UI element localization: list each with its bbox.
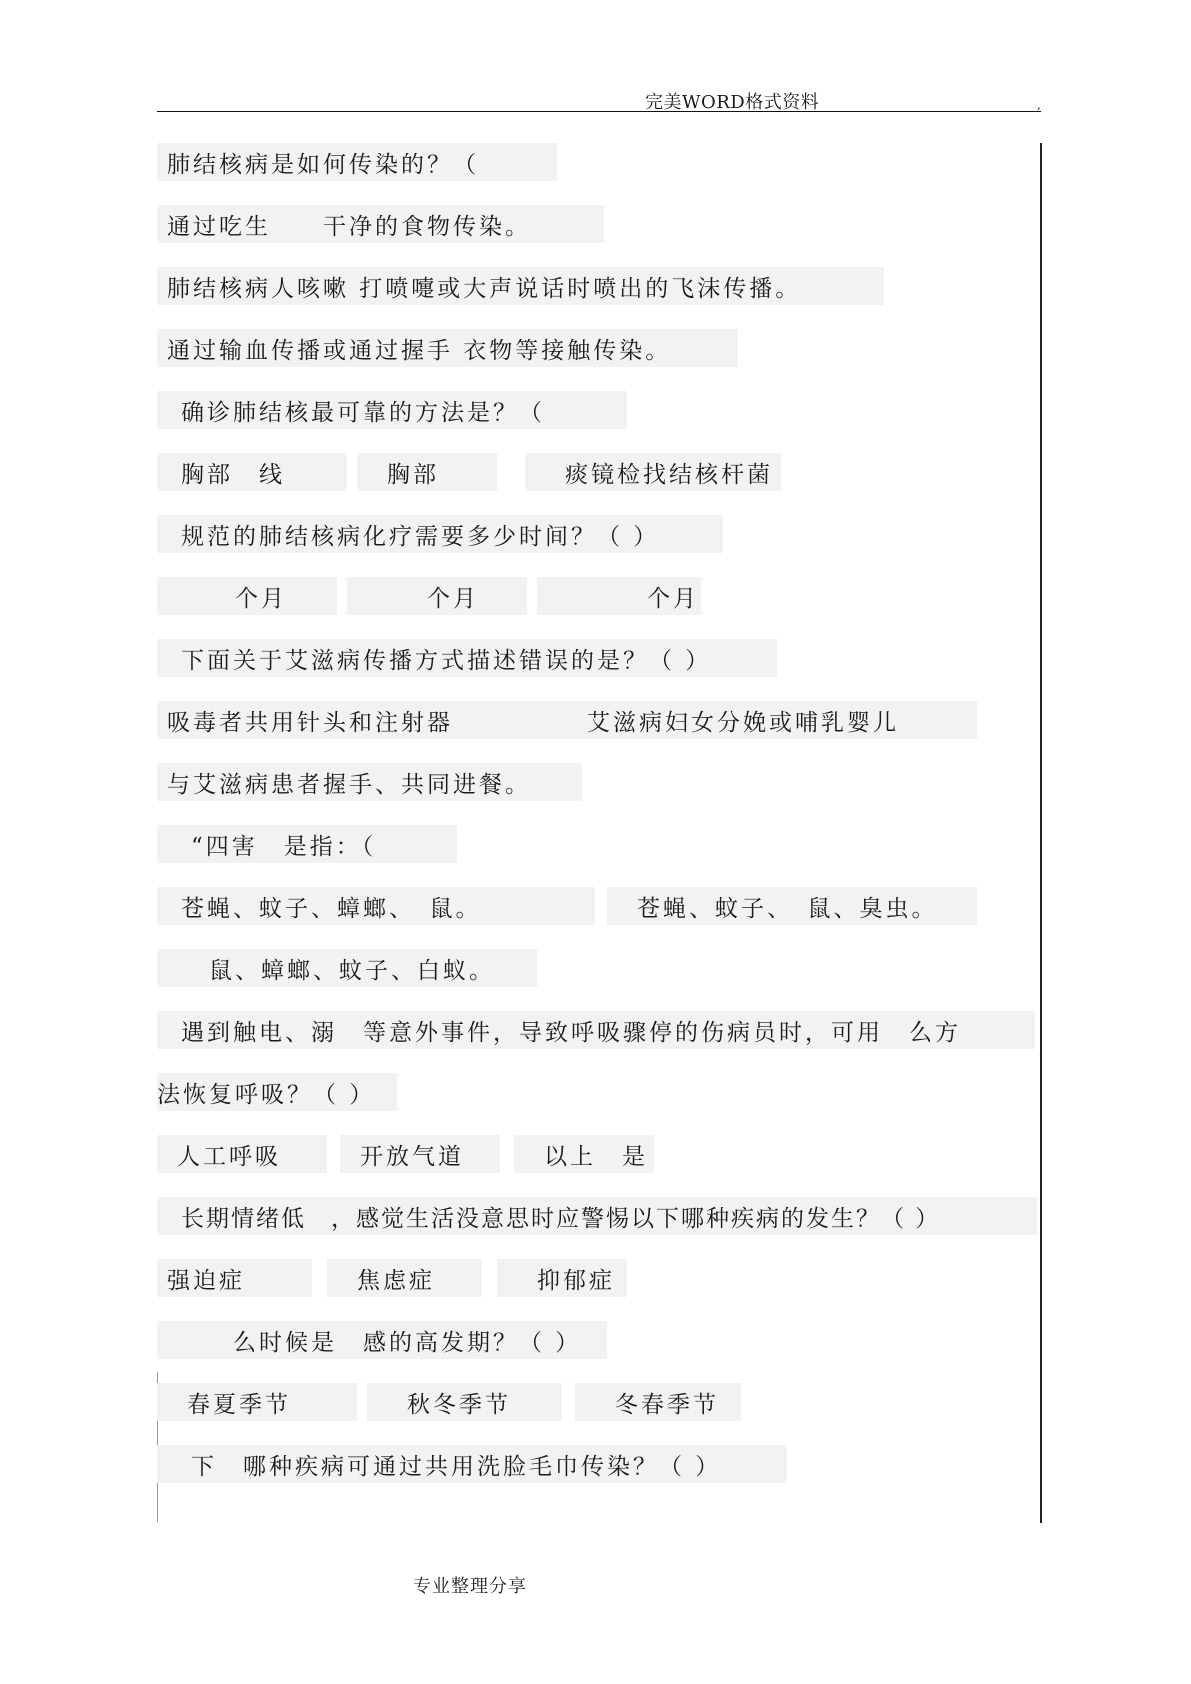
- option-a: 苍蝇、蚊子、蟑螂、 鼠。: [157, 887, 595, 925]
- option-a: 强迫症: [157, 1259, 312, 1297]
- option-b: 苍蝇、蚊子、 鼠、臭虫。: [607, 887, 977, 925]
- option-b: 胸部: [357, 453, 497, 491]
- question-text: 肺结核病是如何传染的？（: [157, 143, 557, 181]
- option-c: 个月: [537, 577, 701, 615]
- answer-text: 肺结核病人咳嗽 打喷嚏或大声说话时喷出的飞沫传播。: [157, 267, 884, 305]
- footer-text: 专业整理分享: [413, 1576, 527, 1597]
- option-c: 冬春季节: [575, 1383, 741, 1421]
- option-b: 个月: [347, 577, 527, 615]
- header-rule: [157, 111, 1041, 112]
- option-c: 以上 是: [514, 1135, 654, 1173]
- question-text: “四害 是指：（: [157, 825, 457, 863]
- question-text: 么时候是 感的高发期？（ ）: [157, 1321, 607, 1359]
- option-c: 抑郁症: [497, 1259, 627, 1297]
- question-text: 下面关于艾滋病传播方式描述错误的是？（ ）: [157, 639, 777, 677]
- answer-text: 通过吃生 干净的食物传染。: [157, 205, 604, 243]
- option-a: 春夏季节: [157, 1383, 357, 1421]
- option-a: 吸毒者共用针头和注射器: [157, 701, 537, 739]
- question-text: 法恢复呼吸？（ ）: [157, 1073, 397, 1111]
- answer-text: 鼠、蟑螂、蚊子、白蚁。: [157, 949, 537, 987]
- question-text: 规范的肺结核病化疗需要多少时间？（ ）: [157, 515, 723, 553]
- question-text: 长期情绪低 ，感觉生活没意思时应警惕以下哪种疾病的发生？（ ）: [157, 1197, 1037, 1235]
- option-b: 开放气道: [340, 1135, 500, 1173]
- option-a: 人工呼吸: [157, 1135, 327, 1173]
- answer-text: 与艾滋病患者握手、共同进餐。: [157, 763, 582, 801]
- header-mark: ,: [1037, 98, 1041, 112]
- question-text: 确诊肺结核最可靠的方法是？（: [157, 391, 627, 429]
- option-a: 胸部 线: [157, 453, 347, 491]
- answer-text: 通过输血传播或通过握手 衣物等接触传染。: [157, 329, 738, 367]
- option-b: 艾滋病妇女分娩或哺乳婴儿: [537, 701, 977, 739]
- header-title: 完美WORD格式资料: [645, 92, 820, 113]
- option-b: 焦虑症: [327, 1259, 482, 1297]
- question-text: 遇到触电、溺 等意外事件，导致呼吸骤停的伤病员时，可用 么方: [157, 1011, 1035, 1049]
- question-area: [157, 143, 1041, 1523]
- option-a: 个月: [157, 577, 337, 615]
- option-b: 秋冬季节: [367, 1383, 562, 1421]
- question-text: 下 哪种疾病可通过共用洗脸毛巾传染？（ ）: [157, 1445, 787, 1483]
- option-c: 痰镜检找结核杆菌: [525, 453, 781, 491]
